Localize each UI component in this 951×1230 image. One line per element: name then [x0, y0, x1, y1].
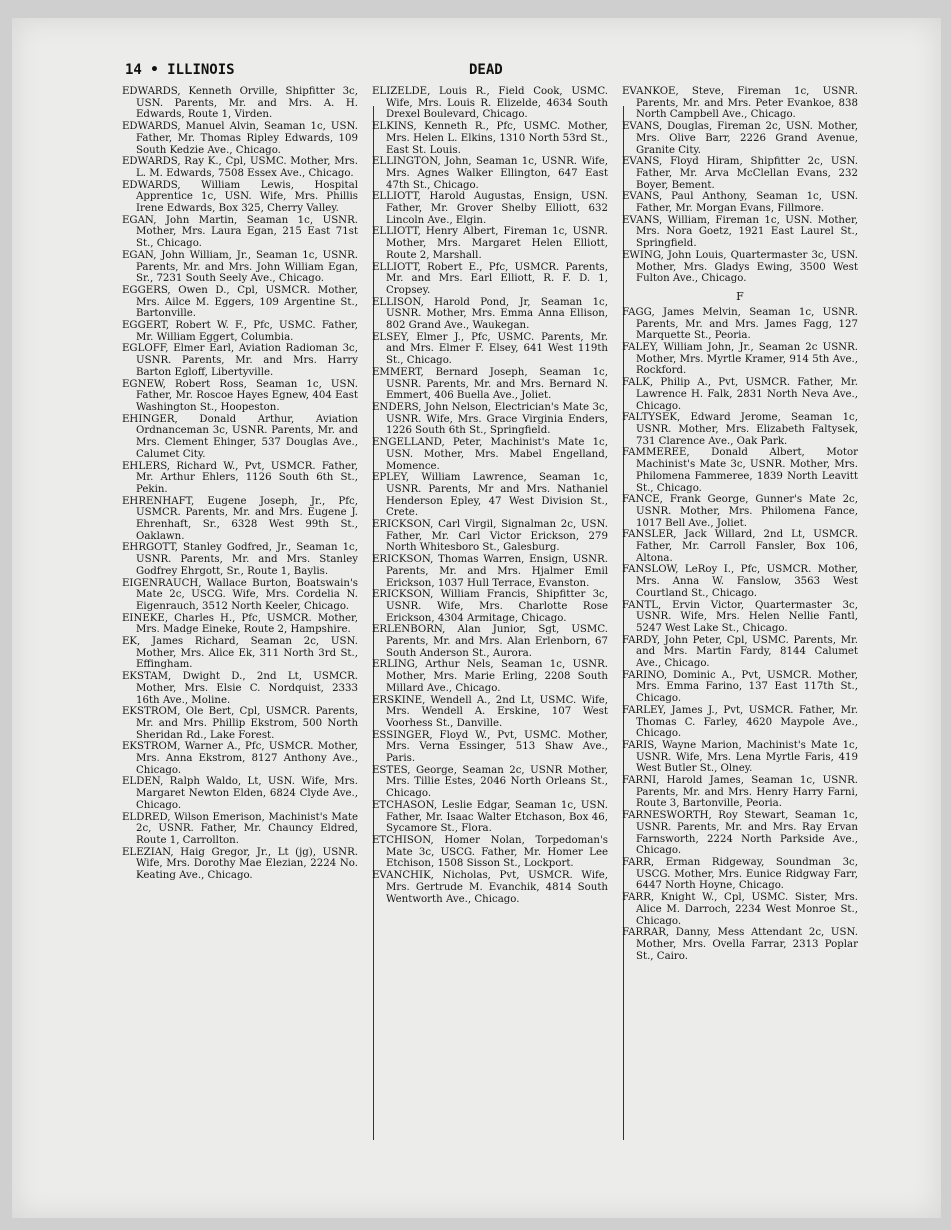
- casualty-entry: EVANS, Floyd Hiram, Shipfitter 2c, USN. Father, Mr. Arva McClellan Evans, 232 Boyer, Bement.: [622, 156, 858, 191]
- casualty-entry: FAGG, James Melvin, Seaman 1c, USNR. Parents, Mr. and Mrs. James Fagg, 127 Marquette St., Peoria.: [622, 306, 858, 342]
- casualty-entry: EHRENHAFT, Eugene Joseph, Jr., Pfc, USMCR. Parents, Mr. and Mrs. Eugene J. Ehrenhaft, Sr., 6328 West 99th St., Oaklawn.: [122, 495, 358, 542]
- casualty-entry: EKSTROM, Warner A., Pfc, USMCR. Mother, Mrs. Anna Ekstrom, 8127 Anthony Ave., Chicago.: [122, 741, 358, 776]
- casualty-list: [122, 86, 866, 1098]
- casualty-entry: ELLINGTON, John, Seaman 1c, USNR. Wife, Mrs. Agnes Walker Ellington, 647 East 47th St., Chicago.: [372, 156, 608, 191]
- casualty-entry: FARINO, Dominic A., Pvt, USMCR. Mother, Mrs. Emma Farino, 137 East 117th St., Chicago.: [622, 669, 858, 705]
- casualty-entry: FARNI, Harold James, Seaman 1c, USNR. Parents, Mr. and Mrs. Henry Harry Farni, Route 3, Bartonville, Peoria.: [622, 775, 858, 810]
- casualty-entry: ELKINS, Kenneth R., Pfc, USMC. Mother, Mrs. Helen L. Elkins, 1310 North 53rd St., East St. Louis.: [372, 121, 608, 156]
- casualty-entry: ERICKSON, Carl Virgil, Signalman 2c, USN. Father, Mr. Carl Victor Erickson, 279 North Whitesboro St., Galesburg.: [372, 519, 608, 554]
- casualty-entry: FARR, Erman Ridgeway, Soundman 3c, USCG. Mother, Mrs. Eunice Ridgway Farr, 6447 North Hoyne, Chicago.: [622, 857, 858, 892]
- casualty-entry: FALTYSEK, Edward Jerome, Seaman 1c, USNR. Mother, Mrs. Elizabeth Faltysek, 731 Clarence Ave., Oak Park.: [622, 412, 858, 447]
- casualty-entry: ELLISON, Harold Pond, Jr, Seaman 1c, USNR. Mother, Mrs. Emma Anna Ellison, 802 Grand Ave., Waukegan.: [372, 296, 608, 332]
- document-page: [12, 18, 941, 1218]
- casualty-entry: FANSLER, Jack Willard, 2nd Lt, USMCR. Father, Mr. Carroll Fansler, Box 106, Altona.: [622, 529, 858, 564]
- casualty-entry: EGGERS, Owen D., Cpl, USMCR. Mother, Mrs. Ailce M. Eggers, 109 Argentine St., Bartonville.: [122, 284, 358, 320]
- casualty-entry: FANSLOW, LeRoy I., Pfc, USMCR. Mother, Mrs. Anna W. Fanslow, 3563 West Courtland St., Chicago.: [622, 564, 858, 599]
- column-1: [122, 86, 358, 1098]
- casualty-entry: ENDERS, John Nelson, Electrician's Mate 3c, USNR. Wife, Mrs. Grace Virginia Enders, 1226 South 6th St., Springfield.: [372, 401, 608, 437]
- casualty-entry: EDWARDS, William Lewis, Hospital Apprentice 1c, USN. Wife, Mrs. Phillis Irene Edwards, Box 325, Cherry Valley.: [122, 179, 358, 215]
- casualty-entry: FARRAR, Danny, Mess Attendant 2c, USN. Mother, Mrs. Ovella Farrar, 2313 Poplar St., Cairo.: [622, 927, 858, 962]
- casualty-entry: EGLOFF, Elmer Earl, Aviation Radioman 3c, USNR. Parents, Mr. and Mrs. Harry Barton Egloff, Libertyville.: [122, 343, 358, 378]
- page-number-state: 14 • ILLINOIS: [125, 62, 235, 78]
- casualty-entry: FARLEY, James J., Pvt, USMCR. Father, Mr. Thomas C. Farley, 4620 Maypole Ave., Chicago.: [622, 704, 858, 740]
- casualty-entry: ESTES, George, Seaman 2c, USNR Mother, Mrs. Tillie Estes, 2046 North Orleans St., Chicago.: [372, 764, 608, 800]
- casualty-entry: EVANKOE, Steve, Fireman 1c, USNR. Parents, Mr. and Mrs. Peter Evankoe, 838 North Campbell Ave., Chicago.: [622, 86, 858, 121]
- casualty-entry: FAMMEREE, Donald Albert, Motor Machinist's Mate 3c, USNR. Mother, Mrs. Philomena Fammeree, 1839 North Leavitt St., Chicago.: [622, 447, 858, 494]
- casualty-entry: ELLIOTT, Robert E., Pfc, USMCR. Parents, Mr. and Mrs. Earl Elliott, R. F. D. 1, Cropsey.: [372, 261, 608, 296]
- casualty-entry: ETCHASON, Leslie Edgar, Seaman 1c, USN. Father, Mr. Isaac Walter Etchason, Box 46, Sycamore St., Flora.: [372, 799, 608, 835]
- casualty-entry: ELIZELDE, Louis R., Field Cook, USMC. Wife, Mrs. Louis R. Elizelde, 4634 South Drexel Boulevard, Chicago.: [372, 86, 608, 121]
- casualty-entry: EDWARDS, Kenneth Orville, Shipfitter 3c, USN. Parents, Mr. and Mrs. A. H. Edwards, Route 1, Virden.: [122, 86, 358, 121]
- casualty-entry: EHRGOTT, Stanley Godfred, Jr., Seaman 1c, USNR. Parents, Mr. and Mrs. Stanley Godfrey Ehrgott, Sr., Route 1, Baylis.: [122, 542, 358, 577]
- casualty-entry: EGNEW, Robert Ross, Seaman 1c, USN. Father, Mr. Roscoe Hayes Egnew, 404 East Washington St., Hoopeston.: [122, 378, 358, 413]
- casualty-entry: EGAN, John Martin, Seaman 1c, USNR. Mother, Mrs. Laura Egan, 215 East 71st St., Chicago.: [122, 214, 358, 250]
- casualty-entry: EK, James Richard, Seaman 2c, USN. Mother, Mrs. Alice Ek, 311 North 3rd St., Effingham.: [122, 636, 358, 671]
- casualty-entry: EMMERT, Bernard Joseph, Seaman 1c, USNR. Parents, Mr. and Mrs. Bernard N. Emmert, 406 Buella Ave., Joliet.: [372, 366, 608, 402]
- casualty-entry: FARDY, John Peter, Cpl, USMC. Parents, Mr. and Mrs. Martin Fardy, 8144 Calumet Ave., Chicago.: [622, 634, 858, 670]
- page-number: 14: [125, 62, 142, 78]
- casualty-entry: ELSEY, Elmer J., Pfc, USMC. Parents, Mr. and Mrs. Elmer F. Elsey, 641 West 119th St., Chicago.: [372, 331, 608, 367]
- casualty-entry: ESSINGER, Floyd W., Pvt, USMC. Mother, Mrs. Verna Essinger, 513 Shaw Ave., Paris.: [372, 729, 608, 765]
- casualty-entry: EKSTROM, Ole Bert, Cpl, USMCR. Parents, Mr. and Mrs. Phillip Ekstrom, 500 North Sheridan Rd., Lake Forest.: [122, 706, 358, 741]
- casualty-entry: FARNESWORTH, Roy Stewart, Seaman 1c, USNR. Parents, Mr. and Mrs. Ray Ervan Farnsworth, 2224 North Parkside Ave., Chicago.: [622, 810, 858, 857]
- casualty-entry: EIGENRAUCH, Wallace Burton, Boatswain's Mate 2c, USCG. Wife, Mrs. Cordelia N. Eigenrauch, 3512 North Keeler, Chicago.: [122, 577, 358, 612]
- casualty-entry: ERICKSON, William Francis, Shipfitter 3c, USNR. Wife, Mrs. Charlotte Rose Erickson, 4304 Armitage, Chicago.: [372, 589, 608, 624]
- column-2: [372, 86, 608, 1098]
- page-title: DEAD: [469, 62, 503, 78]
- casualty-entry: FALK, Philip A., Pvt, USMCR. Father, Mr. Lawrence H. Falk, 2831 North Neva Ave., Chicago.: [622, 377, 858, 412]
- casualty-entry: EHINGER, Donald Arthur, Aviation Ordnanceman 3c, USNR. Parents, Mr. and Mrs. Clement Ehinger, 537 Douglas Ave., Calumet City.: [122, 413, 358, 460]
- casualty-entry: ELEZIAN, Haig Gregor, Jr., Lt (jg), USNR. Wife, Mrs. Dorothy Mae Elezian, 2224 No. Keating Ave., Chicago.: [122, 846, 358, 882]
- casualty-entry: ETCHISON, Homer Nolan, Torpedoman's Mate 3c, USCG. Father, Mr. Homer Lee Etchison, 1508 Sisson St., Lockport.: [372, 835, 608, 870]
- casualty-entry: EKSTAM, Dwight D., 2nd Lt, USMCR. Mother, Mrs. Elsie C. Nordquist, 2333 16th Ave., Moline.: [122, 671, 358, 706]
- casualty-entry: EVANCHIK, Nicholas, Pvt, USMCR. Wife, Mrs. Gertrude M. Evanchik, 4814 South Wentworth Ave., Chicago.: [372, 870, 608, 905]
- casualty-entry: EWING, John Louis, Quartermaster 3c, USN. Mother, Mrs. Gladys Ewing, 3500 West Fulton Ave., Chicago.: [622, 249, 858, 285]
- casualty-entry: EINEKE, Charles H., Pfc, USMCR. Mother, Mrs. Madge Eineke, Route 2, Hampshire.: [122, 612, 358, 636]
- state-name: ILLINOIS: [167, 62, 235, 78]
- section-letter: F: [736, 289, 744, 303]
- casualty-entry: EPLEY, William Lawrence, Seaman 1c, USNR. Parents, Mr and Mrs. Nathaniel Henderson Epley, 47 West Division St., Crete.: [372, 472, 608, 519]
- casualty-entry: ELDEN, Ralph Waldo, Lt, USN. Wife, Mrs. Margaret Newton Elden, 6824 Clyde Ave., Chicago.: [122, 776, 358, 811]
- casualty-entry: ELLIOTT, Henry Albert, Fireman 1c, USNR. Mother, Mrs. Margaret Helen Elliott, Route 2, Marshall.: [372, 226, 608, 261]
- casualty-entry: EVANS, Paul Anthony, Seaman 1c, USN. Father, Mr. Morgan Evans, Fillmore.: [622, 191, 858, 215]
- page-header: [125, 62, 845, 82]
- casualty-entry: EVANS, William, Fireman 1c, USN. Mother, Mrs. Nora Goetz, 1921 East Laurel St., Springfield.: [622, 214, 858, 250]
- casualty-entry: ENGELLAND, Peter, Machinist's Mate 1c, USN. Mother, Mrs. Mabel Engelland, Momence.: [372, 437, 608, 472]
- casualty-entry: EDWARDS, Ray K., Cpl, USMC. Mother, Mrs. L. M. Edwards, 7508 Essex Ave., Chicago.: [122, 156, 358, 179]
- casualty-entry: FARIS, Wayne Marion, Machinist's Mate 1c, USNR. Wife, Mrs. Lena Myrtle Faris, 419 West Butler St., Olney.: [622, 739, 858, 775]
- casualty-entry: ELDRED, Wilson Emerison, Machinist's Mate 2c, USNR. Father, Mr. Chauncy Eldred, Route 1, Carrollton.: [122, 811, 358, 846]
- casualty-entry: ELLIOTT, Harold Augustas, Ensign, USN. Father, Mr. Grover Shelby Elliott, 632 Lincoln Ave., Elgin.: [372, 191, 608, 226]
- casualty-entry: ERICKSON, Thomas Warren, Ensign, USNR. Parents, Mr. and Mrs. Hjalmer Emil Erickson, 1037 Hull Terrace, Evanston.: [372, 554, 608, 589]
- casualty-entry: ERLING, Arthur Nels, Seaman 1c, USNR. Mother, Mrs. Marie Erling, 2208 South Millard Ave., Chicago.: [372, 659, 608, 694]
- column-3: [622, 86, 858, 1098]
- casualty-entry: EDWARDS, Manuel Alvin, Seaman 1c, USN. Father, Mr. Thomas Ripley Edwards, 109 South Kedzie Ave., Chicago.: [122, 121, 358, 156]
- casualty-entry: EHLERS, Richard W., Pvt, USMCR. Father, Mr. Arthur Ehlers, 1126 South 6th St., Pekin.: [122, 460, 358, 495]
- casualty-entry: ERLENBORN, Alan Junior, Sgt, USMC. Parents, Mr. and Mrs. Alan Erlenborn, 67 South Anderson St., Aurora.: [372, 624, 608, 659]
- casualty-entry: FARR, Knight W., Cpl, USMC. Sister, Mrs. Alice M. Darroch, 2234 West Monroe St., Chicago.: [622, 892, 858, 927]
- casualty-entry: FALEY, William John, Jr., Seaman 2c USNR. Mother, Mrs. Myrtle Kramer, 914 5th Ave., Rockford.: [622, 342, 858, 377]
- casualty-entry: EGGERT, Robert W. F., Pfc, USMC. Father, Mr. William Eggert, Columbia.: [122, 320, 358, 343]
- casualty-entry: ERSKINE, Wendell A., 2nd Lt, USMC. Wife, Mrs. Wendell A. Erskine, 107 West Voorhess St., Danville.: [372, 694, 608, 729]
- casualty-entry: EGAN, John William, Jr., Seaman 1c, USNR. Parents, Mr. and Mrs. John William Egan, Sr., 7231 South Seely Ave., Chicago.: [122, 249, 358, 285]
- casualty-entry: FANCE, Frank George, Gunner's Mate 2c, USNR. Mother, Mrs. Philomena Fance, 1017 Bell Ave., Joliet.: [622, 494, 858, 529]
- casualty-entry: FANTL, Ervin Victor, Quartermaster 3c, USNR. Wife, Mrs. Helen Nellie Fantl, 5247 West Lake St., Chicago.: [622, 599, 858, 634]
- casualty-entry: EVANS, Douglas, Fireman 2c, USN. Mother, Mrs. Olive Barr, 2226 Grand Avenue, Granite City.: [622, 121, 858, 156]
